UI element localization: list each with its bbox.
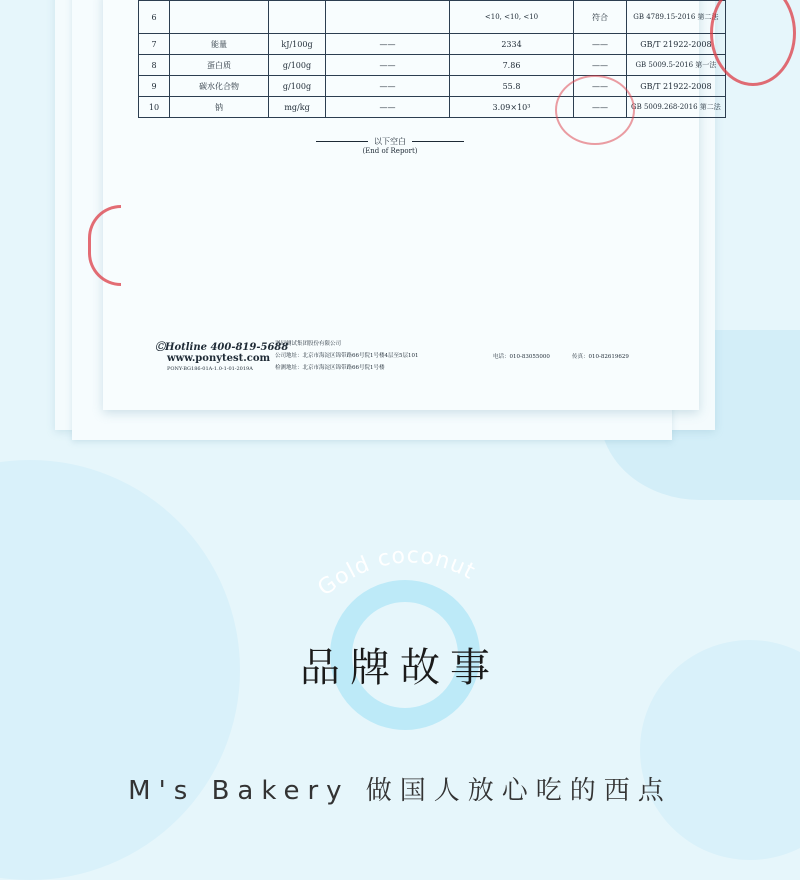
test-address: 检测地址：北京市海淀区锦带路66号院1号楼 [275, 365, 385, 371]
item-judgement: 符合 [574, 1, 627, 34]
test-report-table [138, 0, 726, 118]
item-name: 蛋白质 [170, 55, 269, 76]
item-judgement: —— [574, 55, 627, 76]
brand-story-title: 品牌故事 [300, 645, 500, 691]
footer-phone: 电话：010-83055000 [493, 354, 550, 360]
table-row [139, 1, 726, 34]
footer-fax: 传真：010-82619629 [572, 354, 629, 360]
item-name [170, 1, 269, 34]
end-of-report-en: (End of Report) [362, 147, 418, 155]
item-limit: —— [326, 97, 450, 118]
report-footer [155, 338, 288, 372]
item-unit: g/100g [269, 55, 326, 76]
item-result: 3.09×10³ [450, 97, 574, 118]
table-row [139, 55, 726, 76]
footer-company-info [275, 338, 419, 374]
item-method: GB 5009.268-2016 第二法 [627, 97, 726, 118]
item-result: 55.8 [450, 76, 574, 97]
item-limit: —— [326, 55, 450, 76]
item-name: 能量 [170, 34, 269, 55]
item-method: GB/T 21922-2008 [627, 34, 726, 55]
item-judgement: —— [574, 97, 627, 118]
row-number: 10 [139, 97, 170, 118]
item-result: 2334 [450, 34, 574, 55]
item-limit [326, 1, 450, 34]
website-text: www.ponytest.com [167, 353, 271, 364]
item-unit [269, 1, 326, 34]
document-code: PONY-BG186-01A-1.0-1-01-2019A [167, 366, 253, 372]
item-limit: —— [326, 76, 450, 97]
item-result: 7.86 [450, 55, 574, 76]
item-result: <10, <10, <10 [450, 1, 574, 34]
row-number: 6 [139, 1, 170, 34]
table-row [139, 34, 726, 55]
gold-coconut-label: Gold coconut [313, 543, 480, 602]
inspection-seal-stamp [555, 75, 635, 145]
table-row [139, 76, 726, 97]
row-number: 8 [139, 55, 170, 76]
item-name: 碳水化合物 [170, 76, 269, 97]
item-unit: mg/kg [269, 97, 326, 118]
item-method: GB 5009.5-2016 第一法 [627, 55, 726, 76]
row-number: 7 [139, 34, 170, 55]
company-address: 公司地址：北京市海淀区锦带路66号院1号楼4层至5层101 [275, 353, 419, 359]
brand-tagline: M's Bakery 做国人放心吃的西点 [128, 776, 672, 806]
company-name: 谱尼测试集团股份有限公司 [275, 341, 342, 347]
end-of-report [310, 136, 470, 155]
item-judgement: —— [574, 76, 627, 97]
table-row [139, 97, 726, 118]
hotline-text: ⒸHotline 400-819-5688 [155, 342, 289, 353]
end-of-report-cn: 以下空白 [310, 136, 470, 147]
gold-coconut-arc-text [300, 530, 520, 620]
item-unit: kJ/100g [269, 34, 326, 55]
item-unit: g/100g [269, 76, 326, 97]
item-name: 钠 [170, 97, 269, 118]
item-method: GB/T 21922-2008 [627, 76, 726, 97]
item-judgement: —— [574, 34, 627, 55]
row-number: 9 [139, 76, 170, 97]
item-limit: —— [326, 34, 450, 55]
item-method: GB 4789.15-2016 第二法 [627, 1, 726, 34]
